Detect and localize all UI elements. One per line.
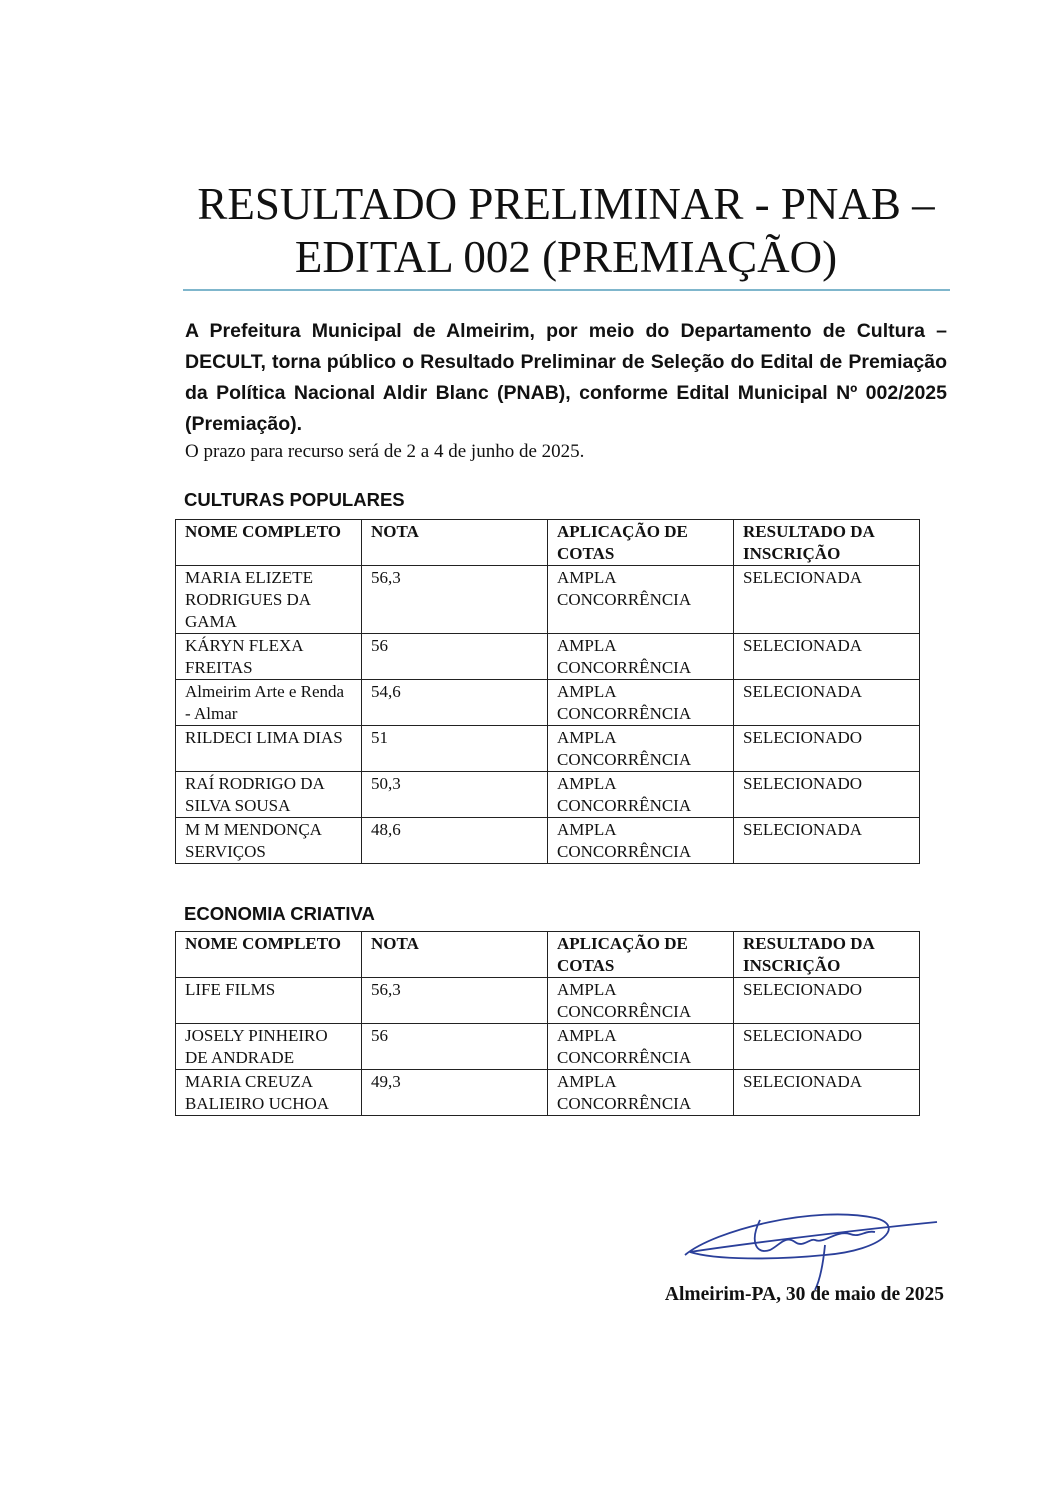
- score-cell: 54,6: [362, 680, 548, 726]
- quota-cell: AMPLA CONCORRÊNCIA: [548, 566, 734, 634]
- name-cell: JOSELY PINHEIRO DE ANDRADE: [176, 1024, 362, 1070]
- results-table-economia-criativa: [175, 931, 920, 1116]
- quota-cell: AMPLA CONCORRÊNCIA: [548, 978, 734, 1024]
- section-title-culturas-populares: CULTURAS POPULARES: [184, 489, 405, 510]
- quota-cell: AMPLA CONCORRÊNCIA: [548, 680, 734, 726]
- result-cell: SELECIONADA: [734, 566, 920, 634]
- table-row: [176, 566, 920, 634]
- result-cell: SELECIONADO: [734, 726, 920, 772]
- column-header: APLICAÇÃO DE COTAS: [548, 932, 734, 978]
- table-row: [176, 680, 920, 726]
- table-row: [176, 1070, 920, 1116]
- table-row: [176, 772, 920, 818]
- table-row: [176, 634, 920, 680]
- name-cell: MARIA CREUZA BALIEIRO UCHOA: [176, 1070, 362, 1116]
- column-header: APLICAÇÃO DE COTAS: [548, 520, 734, 566]
- name-cell: KÁRYN FLEXA FREITAS: [176, 634, 362, 680]
- table-header-row: [176, 932, 920, 978]
- table-row: [176, 818, 920, 864]
- quota-cell: AMPLA CONCORRÊNCIA: [548, 772, 734, 818]
- section-title-economia-criativa: ECONOMIA CRIATIVA: [184, 903, 375, 924]
- result-cell: SELECIONADO: [734, 1024, 920, 1070]
- score-cell: 56: [362, 634, 548, 680]
- column-header: NOTA: [362, 520, 548, 566]
- score-cell: 49,3: [362, 1070, 548, 1116]
- column-header: RESULTADO DA INSCRIÇÃO: [734, 932, 920, 978]
- place-and-date: Almeirim-PA, 30 de maio de 2025: [664, 1284, 944, 1305]
- page-title: [150, 178, 982, 284]
- column-header: NOME COMPLETO: [176, 520, 362, 566]
- name-cell: RILDECI LIMA DIAS: [176, 726, 362, 772]
- name-cell: LIFE FILMS: [176, 978, 362, 1024]
- name-cell: M M MENDONÇA SERVIÇOS: [176, 818, 362, 864]
- title-line-2: EDITAL 002 (PREMIAÇÃO): [294, 232, 838, 282]
- results-table-culturas-populares: [175, 519, 920, 864]
- result-cell: SELECIONADO: [734, 772, 920, 818]
- name-cell: RAÍ RODRIGO DA SILVA SOUSA: [176, 772, 362, 818]
- quota-cell: AMPLA CONCORRÊNCIA: [548, 726, 734, 772]
- quota-cell: AMPLA CONCORRÊNCIA: [548, 818, 734, 864]
- title-line-1: RESULTADO PRELIMINAR - PNAB –: [197, 179, 935, 229]
- result-cell: SELECIONADA: [734, 818, 920, 864]
- table-row: [176, 726, 920, 772]
- name-cell: Almeirim Arte e Renda - Almar: [176, 680, 362, 726]
- appeal-deadline: O prazo para recurso será de 2 a 4 de junho de 2025.: [185, 441, 585, 462]
- score-cell: 51: [362, 726, 548, 772]
- result-cell: SELECIONADA: [734, 1070, 920, 1116]
- score-cell: 56: [362, 1024, 548, 1070]
- result-cell: SELECIONADA: [734, 634, 920, 680]
- table-row: [176, 978, 920, 1024]
- score-cell: 50,3: [362, 772, 548, 818]
- table-header-row: [176, 520, 920, 566]
- result-cell: SELECIONADA: [734, 680, 920, 726]
- quota-cell: AMPLA CONCORRÊNCIA: [548, 1024, 734, 1070]
- score-cell: 56,3: [362, 566, 548, 634]
- score-cell: 56,3: [362, 978, 548, 1024]
- column-header: NOTA: [362, 932, 548, 978]
- intro-paragraph: A Prefeitura Municipal de Almeirim, por meio do Departamento de Cultura – DECULT, torna público o Resultado Preliminar de Seleção do Edital de Premiação da Política Nacional Aldir Blanc (PNAB), conforme Edital Municipal Nº 002/2025 (Premiação).: [185, 320, 947, 435]
- score-cell: 48,6: [362, 818, 548, 864]
- name-cell: MARIA ELIZETE RODRIGUES DA GAMA: [176, 566, 362, 634]
- title-divider: [183, 289, 950, 291]
- result-cell: SELECIONADO: [734, 978, 920, 1024]
- column-header: RESULTADO DA INSCRIÇÃO: [734, 520, 920, 566]
- table-row: [176, 1024, 920, 1070]
- quota-cell: AMPLA CONCORRÊNCIA: [548, 634, 734, 680]
- quota-cell: AMPLA CONCORRÊNCIA: [548, 1070, 734, 1116]
- column-header: NOME COMPLETO: [176, 932, 362, 978]
